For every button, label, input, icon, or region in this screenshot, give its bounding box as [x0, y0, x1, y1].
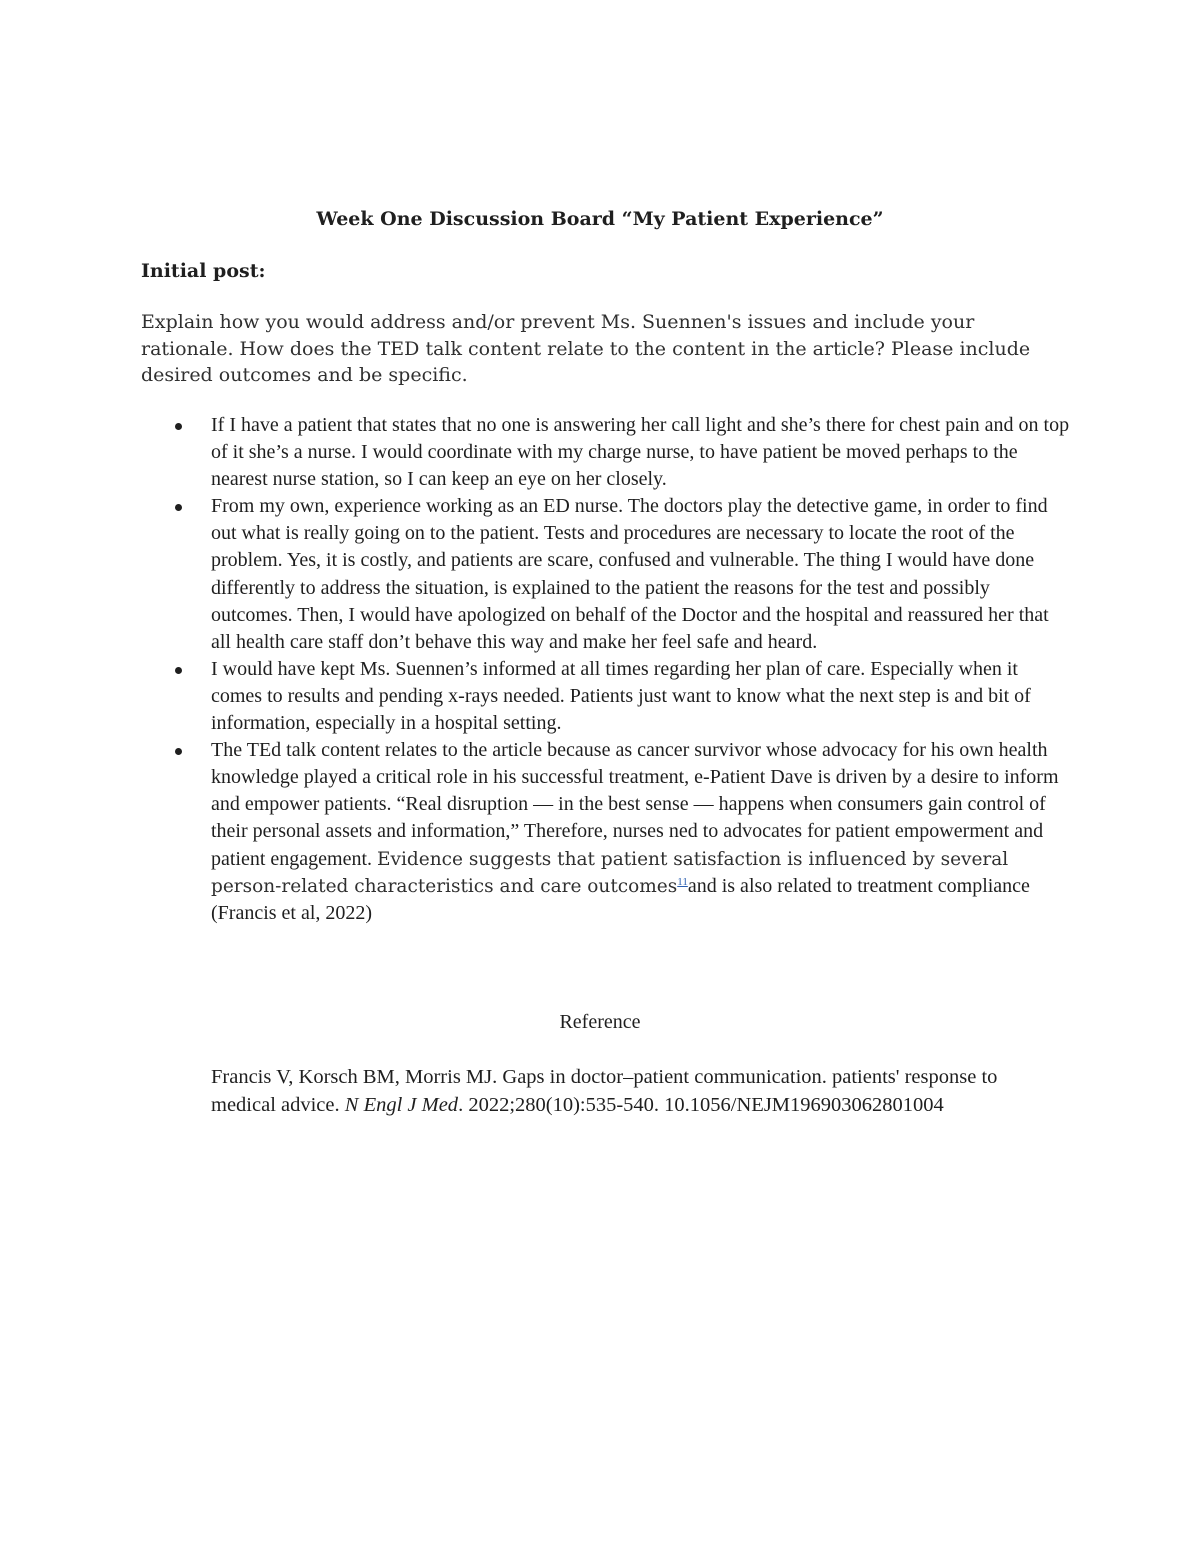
in-text-citation: (Francis et al, 2022) — [211, 901, 373, 924]
bullet-dot-icon — [175, 667, 182, 674]
footnote-link[interactable]: 11 — [677, 875, 688, 888]
document-title: Week One Discussion Board “My Patient Experience” — [316, 208, 884, 230]
list-item — [141, 737, 1071, 927]
response-list — [141, 412, 1071, 927]
reference-citation — [211, 1063, 1061, 1119]
bullet-dot-icon — [175, 504, 182, 511]
list-item-text: The TEd talk content relates to the article because as cancer survivor whose advocacy for his own health knowledge played a critical role in his successful treatment, e-Patient Dave is driven by a desire to inform and empower patients. “Real disruption — in the best sense — happens when consumers gain control of their personal assets and information,” Therefore, nurses ned to advocates for patient empowerment and patient engagement. — [211, 739, 1059, 870]
list-item-text: If I have a patient that states that no one is answering her call light and she’s there for chest pain and on top of it she’s a nurse. I would coordinate with my charge nurse, to have patient be moved perhaps to the nearest nurse station, so I can keep an eye on her closely. — [211, 414, 1070, 491]
evidence-text: Evidence suggests that patient satisfaction is influenced by several person-related characteristics and care outcomes — [211, 848, 1009, 897]
bullet-dot-icon — [175, 423, 182, 430]
citation-details: . 2022;280(10):535-540. 10.1056/NEJM196903062801004 — [458, 1094, 944, 1116]
list-item — [141, 656, 1071, 737]
citation-authors-title: Francis V, Korsch BM, Morris MJ. Gaps in doctor–patient communication. patients' response to medical advice. — [211, 1066, 998, 1116]
list-item — [141, 412, 1071, 493]
bullet-dot-icon — [175, 748, 182, 755]
compliance-text: and is also related to treatment compliance — [687, 874, 1030, 897]
section-heading: Initial post: — [141, 260, 266, 282]
list-item-text: From my own, experience working as an ED nurse. The doctors play the detective game, in order to find out what is really going on to the patient. Tests and procedures are necessary to locate the root of the problem. Yes, it is costly, and patients are scare, confused and vulnerable. The thing I would have done differently to address the situation, is explained to the patient the reasons for the test and possibly outcomes. Then, I would have apologized on behalf of the Doctor and the hospital and reassured her that all health care staff don’t behave this way and make her feel safe and heard. — [211, 495, 1049, 653]
discussion-prompt: Explain how you would address and/or prevent Ms. Suennen's issues and include your rationale. How does the TED talk content relate to the content in the article? Please include desired outcomes and be specific. — [141, 311, 1031, 386]
list-item-text: I would have kept Ms. Suennen’s informed at all times regarding her plan of care. Especially when it comes to results and pending x-rays needed. Patients just want to know what the next step is and bit of information, especially in a hospital setting. — [211, 657, 1031, 735]
citation-journal: N Engl J Med — [344, 1094, 459, 1116]
list-item — [141, 493, 1071, 656]
reference-heading: Reference — [559, 1011, 641, 1033]
